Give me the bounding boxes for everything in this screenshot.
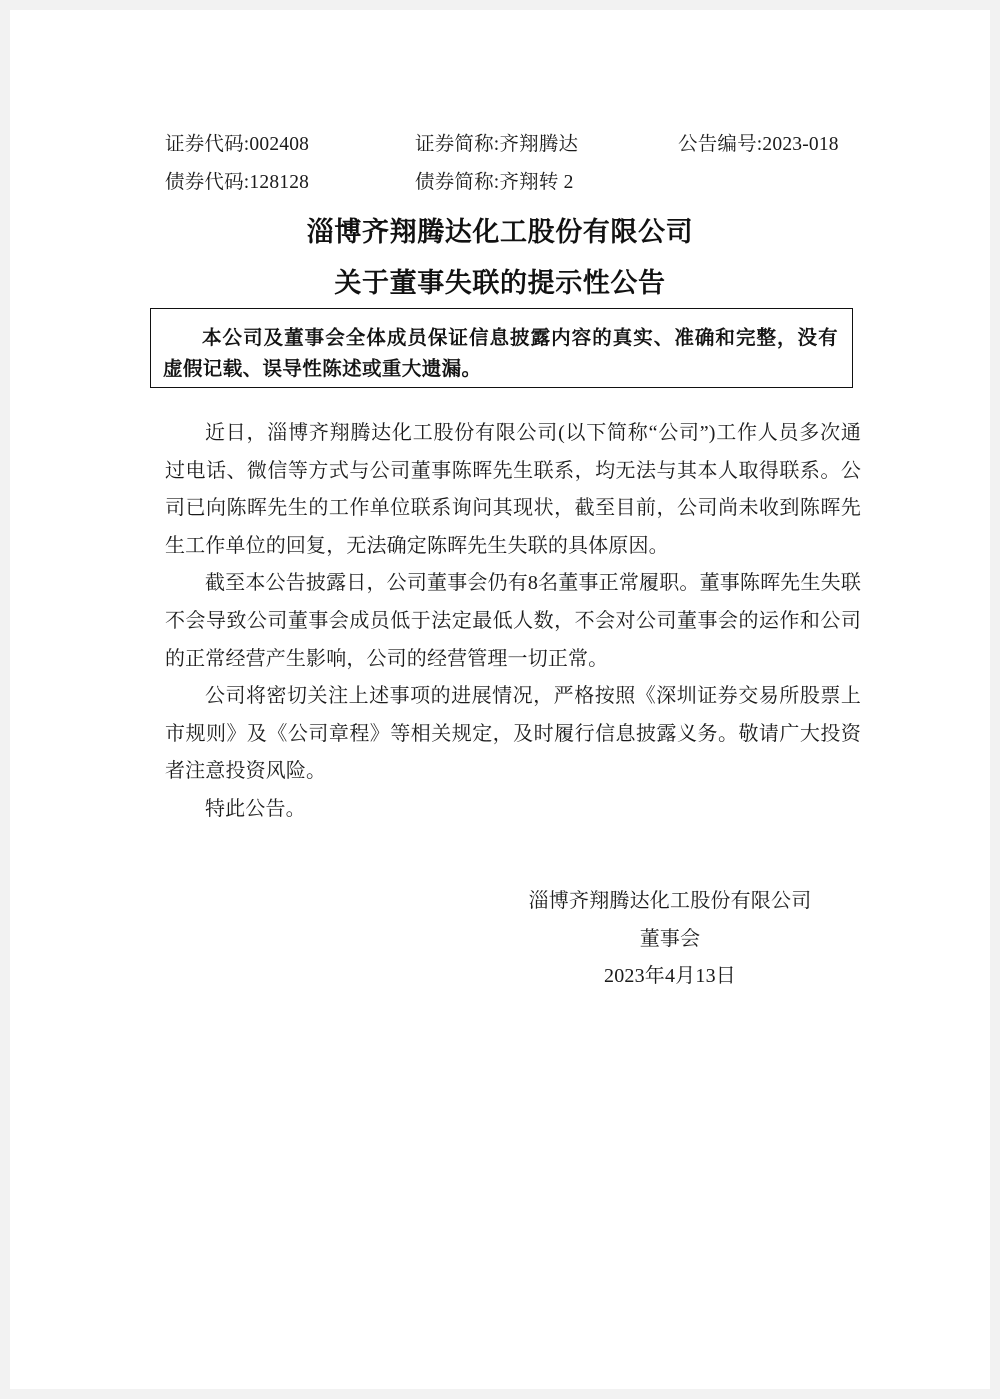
document-page — [10, 10, 990, 1389]
security-code: 证券代码:002408 — [165, 134, 310, 155]
signature-date: 2023年4月13日 — [604, 965, 736, 988]
signature-block — [480, 883, 860, 996]
signature-company: 淄博齐翔腾达化工股份有限公司 — [528, 890, 812, 912]
page-title-company: 淄博齐翔腾达化工股份有限公司 — [306, 217, 694, 247]
announcement-body — [165, 415, 861, 829]
body-paragraph: 近日，淄博齐翔腾达化工股份有限公司(以下简称“公司”)工作人员多次通过电话、微信等方式与公司董事陈晖先生联系，均无法与其本人取得联系。公司已向陈晖先生的工作单位联系询问其现状，截至目前，公司尚未收到陈晖先生工作单位的回复，无法确定陈晖先生失联的具体原因。 — [165, 422, 861, 557]
announcement-header — [155, 128, 875, 204]
signature-board: 董事会 — [639, 927, 701, 950]
header-row-bond — [155, 166, 875, 204]
security-name: 证券简称:齐翔腾达 — [415, 134, 579, 155]
disclaimer-text: 本公司及董事会全体成员保证信息披露内容的真实、准确和完整，没有虚假记载、误导性陈述或重大遗漏。 — [163, 328, 838, 380]
body-paragraph: 截至本公告披露日，公司董事会仍有8名董事正常履职。董事陈晖先生失联不会导致公司董事会成员低于法定最低人数，不会对公司董事会的运作和公司的正常经营产生影响，公司的经营管理一切正常。 — [165, 572, 861, 670]
bond-name: 债券简称:齐翔转 2 — [415, 172, 574, 193]
disclaimer-box — [150, 308, 853, 388]
bond-code: 债券代码:128128 — [165, 172, 310, 193]
header-row-security — [155, 128, 875, 166]
announcement-number: 公告编号:2023-018 — [678, 134, 839, 155]
body-paragraph: 公司将密切关注上述事项的进展情况，严格按照《深圳证券交易所股票上市规则》及《公司章程》等相关规定，及时履行信息披露义务。敬请广大投资者注意投资风险。 — [165, 685, 861, 783]
body-paragraph: 特此公告。 — [205, 797, 306, 820]
page-title-subject: 关于董事失联的提示性公告 — [334, 268, 666, 298]
